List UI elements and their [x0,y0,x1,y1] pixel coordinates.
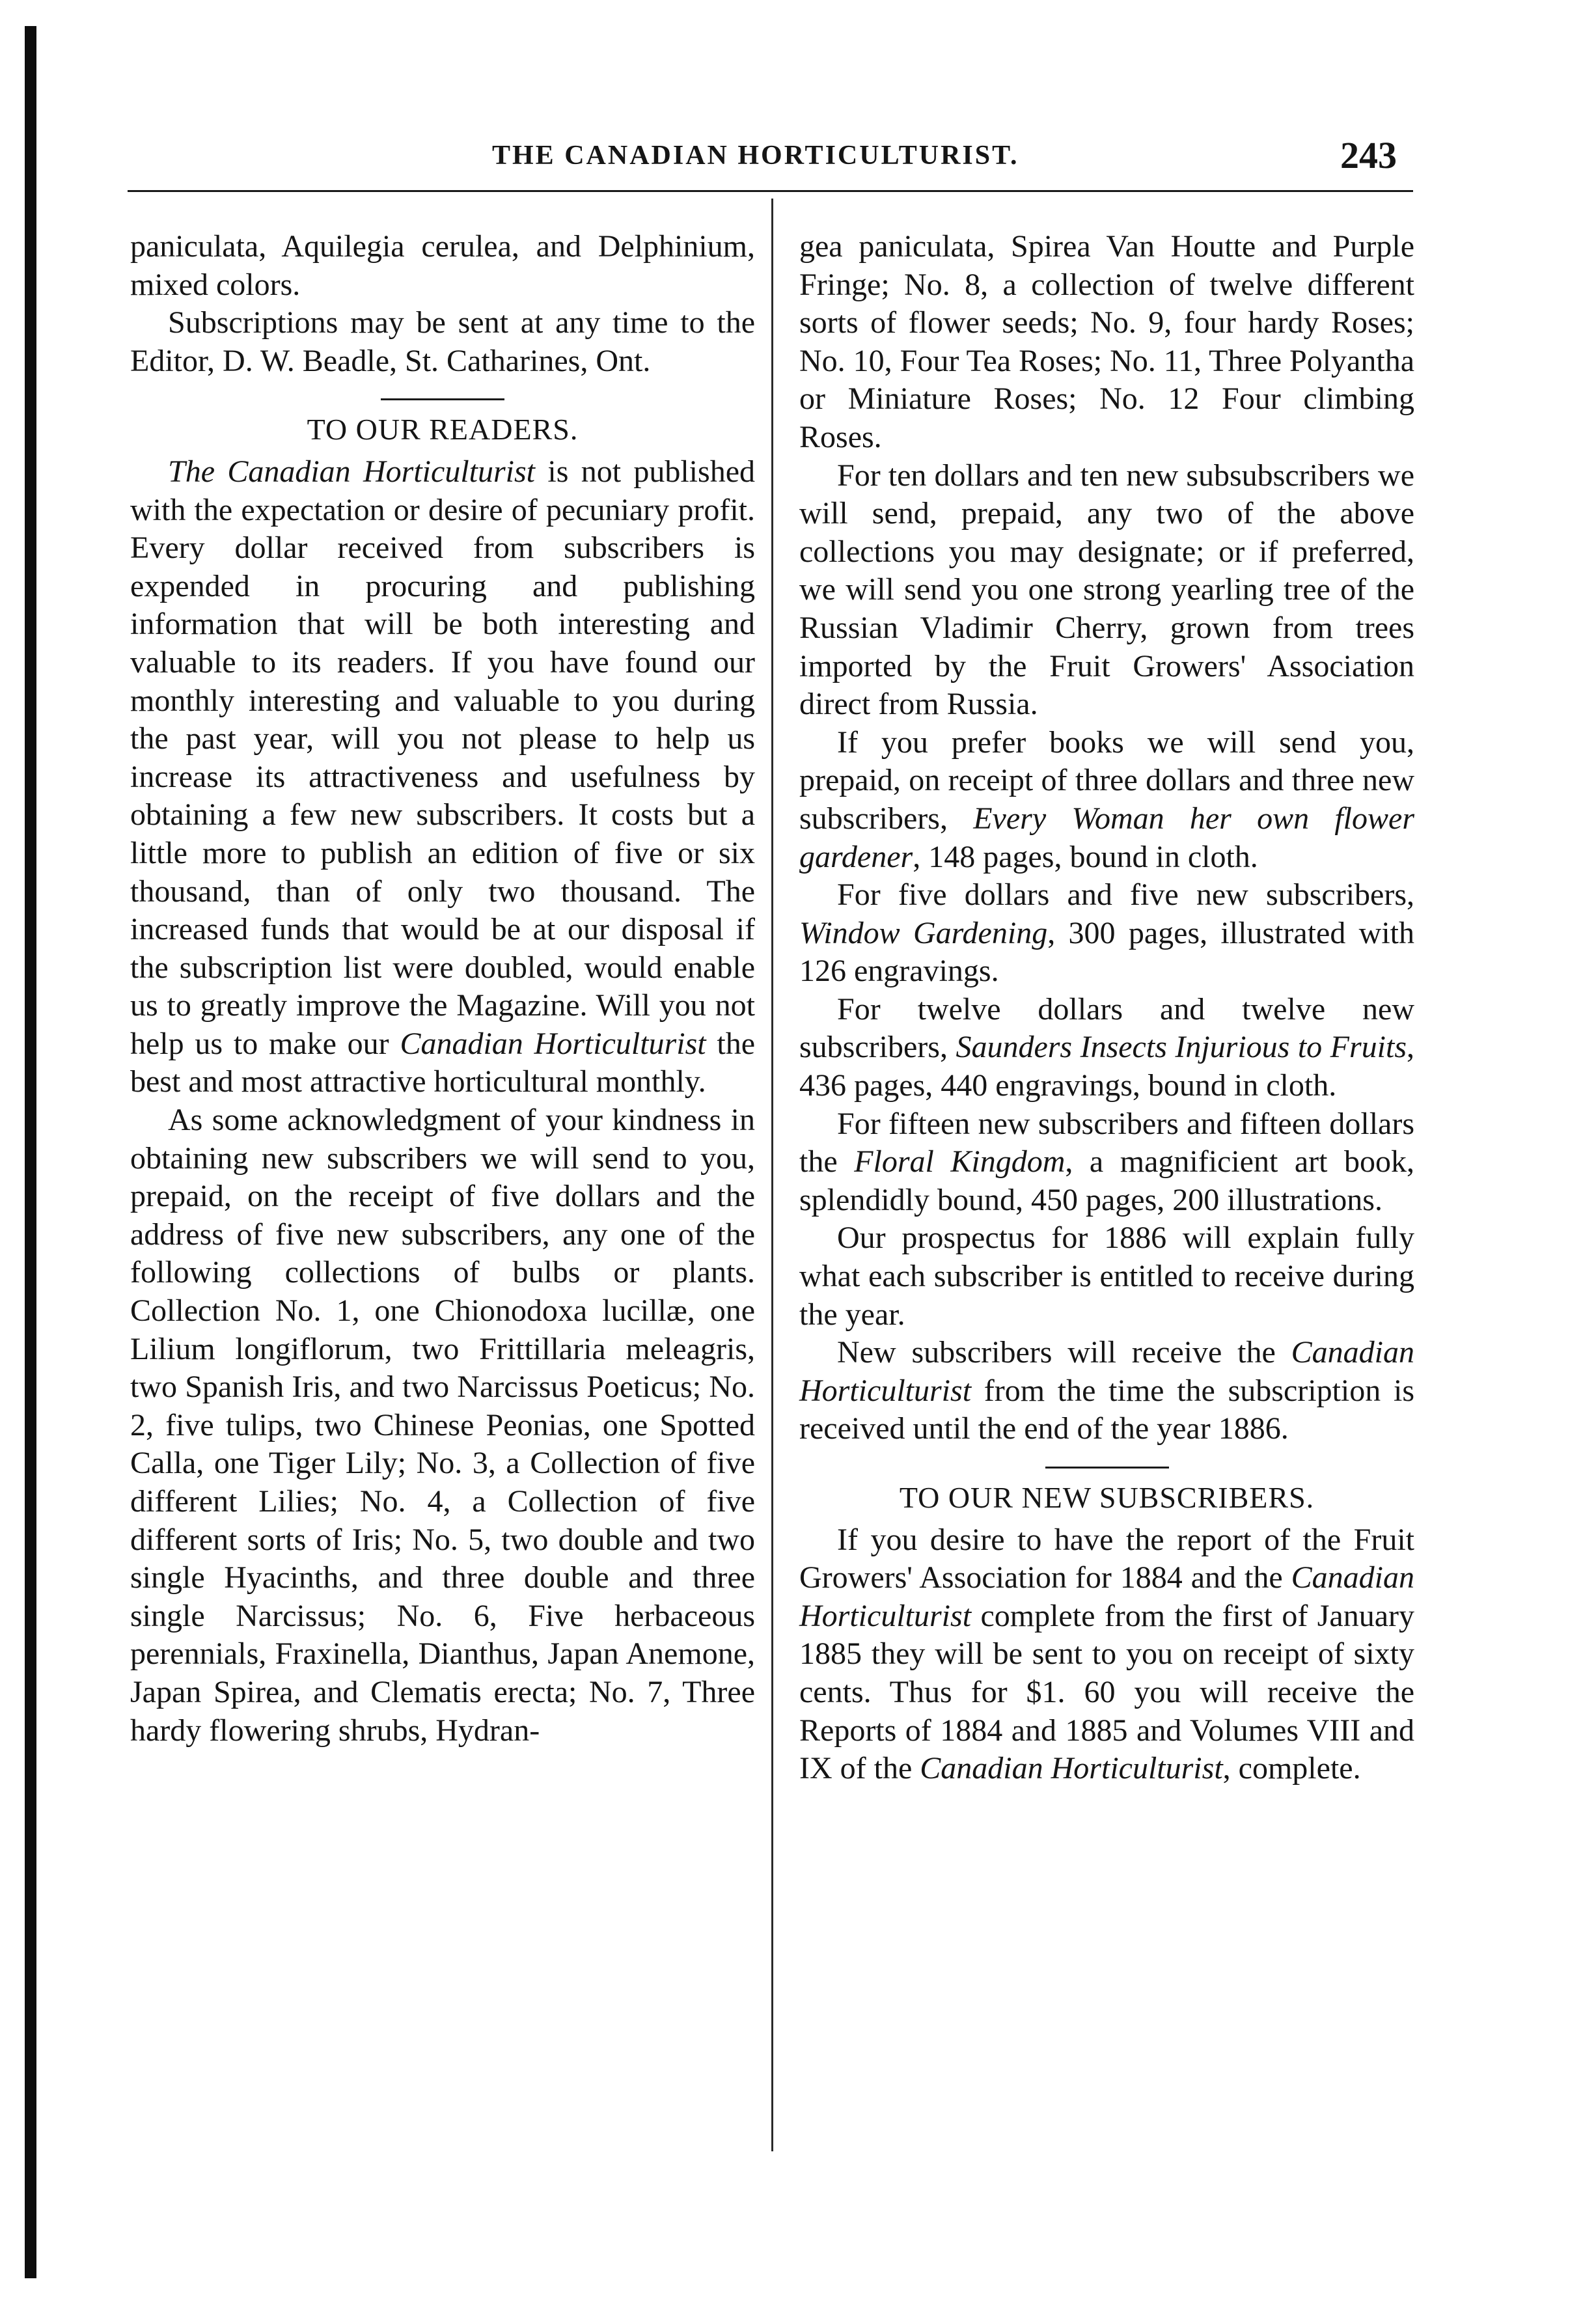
paragraph-text: from the time the subscription is received until the end of the year 1886. [799,1373,1414,1446]
paragraph-text: For twelve dollars and twelve new subscribers, [799,991,1414,1065]
heading-to-our-new-subscribers: TO OUR NEW SUBSCRIBERS. [899,1481,1315,1514]
paragraph-five-dollars [799,876,1414,991]
magazine-title: Canadian Horticulturist [920,1751,1223,1786]
paragraph-text: , 436 pages, 440 engravings, bound in cloth. [799,1030,1415,1103]
page-number: 243 [1340,134,1397,176]
left-column [130,228,755,1750]
paragraph-text: complete from the first of January 1885 they will be sent to you on receipt of sixty cents. Thus for $1. 60 you will receive the Reports of 1884 and 1885 and Volumes VIII and IX of the [799,1598,1414,1786]
heading-to-our-readers: TO OUR READERS. [307,413,579,447]
paragraph-text: , 148 pages, bound in cloth. [913,839,1258,874]
right-column [799,228,1414,1788]
paragraph-subscriptions: Subscriptions may be sent at any time to the Editor, D. W. Beadle, St. Catharines, Ont. [130,305,755,378]
book-title: Every Woman her own flower gardener [799,801,1415,874]
paragraph-text: the best and most attractive horticultural monthly. [130,1026,756,1099]
paragraph-readers-appeal [130,453,755,1101]
paragraph-text: If you desire to have the report of the Fruit Growers' Association for 1884 and the [799,1522,1414,1595]
paragraph-twelve-dollars [799,991,1414,1105]
paragraph-ten-dollars: For ten dollars and ten new subsubscribers we will send, prepaid, any two of the above collections you may designate; or if preferred, we will send you one strong yearling tree of the Russian Vladimir Cherry, grown from trees imported by the Fruit Growers' Association direct from Russia. [799,458,1414,722]
paragraph-text: , a magnificient art book, splendidly bound, 450 pages, 200 illustrations. [799,1144,1415,1217]
paragraph-continued: paniculata, Aquilegia cerulea, and Delphinium, mixed colors. [130,229,755,302]
magazine-title: Canadian Horticulturist [799,1335,1414,1408]
paragraph-fifteen-subscribers [799,1105,1414,1220]
paragraph-collections: As some acknowledgment of your kindness in obtaining new subscribers we will send to you, prepaid, on the receipt of five dollars and the address of five new subscribers, any one of the following collections of bulbs or plants. Collection No. 1, one Chionodoxa lucillæ, one Lilium longiflorum, two Frittillaria meleagris, two Spanish Iris, and two Narcissus Poeticus; No. 2, five tulips, two Chinese Peonias, one Spotted Calla, one Tiger Lily; No. 3, a Collection of five different Lilies; No. 4, a Collection of five different sorts of Iris; No. 5, two double and two single Hyacinths, and three double and three single Narcissus; No. 6, Five herbaceous perennials, Fraxinella, Dianthus, Japan Anemone, Japan Spirea, and Clematis erecta; No. 7, Three hardy flowering shrubs, Hydran- [130,1103,755,1748]
magazine-title: The Canadian Horticulturist [168,454,536,489]
paragraph-text: For five dollars and five new subscribers, [837,877,1414,913]
paragraph-text: For fifteen new subscribers and fifteen dollars the [799,1106,1414,1179]
running-title: THE CANADIAN HORTICULTURIST. [492,141,1019,171]
paragraph-text: , complete. [1222,1751,1361,1786]
page-header [128,133,1413,186]
paragraph-books-offer [799,724,1414,876]
page-binding-edge [25,26,36,2278]
magazine-title: Canadian Horticulturist [400,1026,706,1061]
paragraph-continued: gea paniculata, Spirea Van Houtte and Purple Fringe; No. 8, a collection of twelve different sorts of flower seeds; No. 9, four hardy Roses; No. 10, Four Tea Roses; No. 11, Three Polyantha or Miniature Roses; No. 12 Four climbing Roses. [799,229,1414,454]
paragraph-text: New subscribers will receive the [837,1335,1291,1370]
paragraph-text: is not published with the expectation or desire of pecuniary profit. Every dollar received from subscribers is expended in procuring and publishing information that will be both interesting and valuable to its readers. If you have found our monthly interesting and valuable to you during the past year, will you not please to help us increase its attractiveness and usefulness by obtaining a few new subscribers. It costs but a little more to publish an edition of five or six thousand, than of only two thousand. The increased funds that would be at our disposal if the subscription list were doubled, would enable us to greatly improve the Magazine. Will you not help us to make our [130,454,756,1061]
section-rule [1045,1467,1169,1469]
paragraph-prospectus: Our prospectus for 1886 will explain fully what each subscriber is entitled to receive during the year. [799,1220,1414,1332]
book-title: Floral Kingdom [854,1144,1066,1179]
column-divider [771,199,773,2151]
section-rule [381,398,504,400]
paragraph-report-offer [799,1521,1414,1788]
book-title: Window Gardening [799,915,1048,950]
paragraph-text: , 300 pages, illustrated with 126 engravings. [799,915,1415,989]
magazine-title: Canadian Horticulturist [799,1560,1414,1633]
header-rule [128,190,1413,192]
book-title: Saunders Insects Injurious to Fruits [956,1030,1407,1065]
paragraph-new-subscribers [799,1334,1414,1448]
paragraph-text: If you prefer books we will send you, prepaid, on receipt of three dollars and three new subscribers, [799,724,1414,836]
